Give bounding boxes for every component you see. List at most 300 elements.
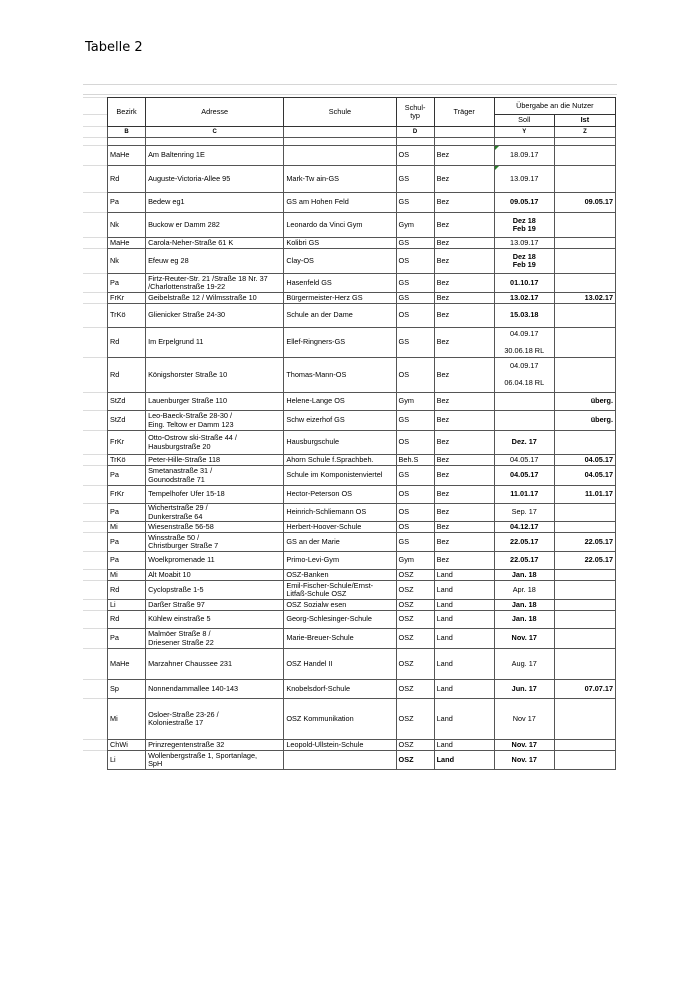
cell-traeger: Land [434, 570, 494, 581]
grid-line [83, 126, 107, 127]
cell-traeger: Bez [434, 193, 494, 213]
cell-schultyp: GS [396, 274, 434, 293]
cell-schultyp: OSZ [396, 751, 434, 770]
grid-line [83, 410, 107, 411]
cell-soll: Nov 17 [494, 699, 554, 740]
grid-line [83, 392, 107, 393]
table-row [108, 304, 616, 328]
cell-schule [284, 751, 396, 770]
cell-traeger: Bez [434, 304, 494, 328]
cell-traeger: Bez [434, 431, 494, 455]
cell-schultyp: OSZ [396, 680, 434, 699]
cell-traeger: Land [434, 649, 494, 680]
cell-schultyp: OS [396, 486, 434, 504]
cell-ist [554, 328, 615, 358]
cell-schule: Helene-Lange OS [284, 393, 396, 411]
grid-line [83, 503, 107, 504]
cell-bezirk: MaHe [108, 649, 146, 680]
cell-bezirk: Rd [108, 166, 146, 193]
cell-schultyp: OSZ [396, 740, 434, 751]
table-row [108, 533, 616, 552]
table-row [108, 293, 616, 304]
grid-line [83, 303, 107, 304]
cell-bezirk: FrKr [108, 486, 146, 504]
cell-schule: OSZ Handel II [284, 649, 396, 680]
cell-schultyp: GS [396, 533, 434, 552]
table-row [108, 552, 616, 570]
cell-adresse: Marzahner Chaussee 231 [146, 649, 284, 680]
cell-schultyp: OS [396, 304, 434, 328]
cell-soll: Nov. 17 [494, 740, 554, 751]
cell-schule: Schw eizerhof GS [284, 411, 396, 431]
grid-line [83, 94, 617, 95]
grid-line [83, 569, 107, 570]
cell-ist [554, 238, 615, 249]
cell-schultyp: OSZ [396, 629, 434, 649]
cell-soll: 15.03.18 [494, 304, 554, 328]
spacer-cell [284, 138, 396, 146]
table-row [108, 680, 616, 699]
cell-adresse: Lauenburger Straße 110 [146, 393, 284, 411]
spacer-cell [494, 138, 554, 146]
cell-schultyp: OSZ [396, 611, 434, 629]
cell-bezirk: ChWi [108, 740, 146, 751]
cell-bezirk: Rd [108, 611, 146, 629]
cell-traeger: Land [434, 680, 494, 699]
cell-adresse: Woelkpromenade 11 [146, 552, 284, 570]
cell-ist [554, 699, 615, 740]
col-letter-b: B [108, 127, 146, 138]
cell-ist: 04.05.17 [554, 466, 615, 486]
header-ist: Ist [554, 115, 615, 127]
cell-traeger: Land [434, 629, 494, 649]
header-soll: Soll [494, 115, 554, 127]
cell-soll [494, 393, 554, 411]
cell-traeger: Bez [434, 166, 494, 193]
cell-ist [554, 504, 615, 522]
cell-schultyp: GS [396, 166, 434, 193]
table-row [108, 166, 616, 193]
cell-schule: Kolibri GS [284, 238, 396, 249]
grid-line [83, 165, 107, 166]
cell-traeger: Land [434, 600, 494, 611]
table-row [108, 611, 616, 629]
cell-traeger: Land [434, 751, 494, 770]
cell-soll: Jan. 18 [494, 570, 554, 581]
cell-schultyp: OS [396, 522, 434, 533]
grid-line [83, 628, 107, 629]
cell-soll: 13.09.17 [494, 166, 554, 193]
grid-line [83, 97, 107, 98]
cell-schultyp: OSZ [396, 699, 434, 740]
cell-traeger: Bez [434, 522, 494, 533]
cell-schultyp: Gym [396, 552, 434, 570]
cell-ist [554, 213, 615, 238]
cell-bezirk: Li [108, 751, 146, 770]
grid-line [83, 248, 107, 249]
cell-bezirk: Nk [108, 249, 146, 274]
cell-traeger: Land [434, 581, 494, 600]
cell-ist: überg. [554, 411, 615, 431]
grid-line [83, 610, 107, 611]
cell-ist: 22.05.17 [554, 533, 615, 552]
cell-soll: 11.01.17 [494, 486, 554, 504]
table-row [108, 411, 616, 431]
cell-bezirk: StZd [108, 393, 146, 411]
cell-adresse: Kühlew einstraße 5 [146, 611, 284, 629]
grid-line [83, 292, 107, 293]
cell-traeger: Bez [434, 486, 494, 504]
cell-soll: Aug. 17 [494, 649, 554, 680]
spacer-cell [108, 138, 146, 146]
col-letter-c: C [146, 127, 284, 138]
cell-schultyp: GS [396, 238, 434, 249]
cell-ist [554, 358, 615, 393]
table-row [108, 249, 616, 274]
cell-traeger: Bez [434, 455, 494, 466]
cell-ist [554, 431, 615, 455]
school-handover-table [107, 97, 616, 770]
spacer-cell [146, 138, 284, 146]
cell-traeger: Bez [434, 393, 494, 411]
cell-ist [554, 522, 615, 533]
cell-bezirk: Pa [108, 533, 146, 552]
grid-line [83, 114, 107, 115]
cell-bezirk: Pa [108, 504, 146, 522]
cell-adresse: Tempelhofer Ufer 15-18 [146, 486, 284, 504]
header-adresse: Adresse [146, 98, 284, 127]
cell-bezirk: FrKr [108, 431, 146, 455]
cell-ist [554, 570, 615, 581]
cell-soll: Nov. 17 [494, 751, 554, 770]
table-row [108, 274, 616, 293]
cell-adresse: Bedew eg1 [146, 193, 284, 213]
cell-ist [554, 166, 615, 193]
grid-line [83, 679, 107, 680]
cell-adresse: Malmöer Straße 8 / Driesener Straße 22 [146, 629, 284, 649]
cell-schule: Leonardo da Vinci Gym [284, 213, 396, 238]
cell-bezirk: Pa [108, 274, 146, 293]
table-row [108, 466, 616, 486]
col-letter-empty [284, 127, 396, 138]
cell-adresse: Königshorster Straße 10 [146, 358, 284, 393]
cell-schule [284, 146, 396, 166]
grid-line [83, 485, 107, 486]
cell-adresse: Osloer-Straße 23-26 / Koloniestraße 17 [146, 699, 284, 740]
cell-schultyp: OS [396, 358, 434, 393]
table-row [108, 328, 616, 358]
cell-schule: GS am Hohen Feld [284, 193, 396, 213]
cell-adresse: Firtz-Reuter-Str. 21 /Straße 18 Nr. 37 /Charlottenstraße 19-22 [146, 274, 284, 293]
cell-schultyp: OSZ [396, 600, 434, 611]
cell-bezirk: TrKö [108, 455, 146, 466]
cell-traeger: Bez [434, 411, 494, 431]
cell-adresse: Wichertstraße 29 / Dunkerstraße 64 [146, 504, 284, 522]
cell-bezirk: Mi [108, 570, 146, 581]
cell-schule: GS an der Marie [284, 533, 396, 552]
grid-line [83, 137, 107, 138]
cell-traeger: Bez [434, 249, 494, 274]
cell-schule: Bürgermeister-Herz GS [284, 293, 396, 304]
cell-ist: 11.01.17 [554, 486, 615, 504]
cell-adresse: Peter-Hille-Straße 118 [146, 455, 284, 466]
table-row [108, 570, 616, 581]
table-row [108, 600, 616, 611]
cell-soll: 04.12.17 [494, 522, 554, 533]
grid-line [83, 739, 107, 740]
table-row [108, 213, 616, 238]
cell-schultyp: OS [396, 431, 434, 455]
cell-ist: 13.02.17 [554, 293, 615, 304]
cell-bezirk: Mi [108, 522, 146, 533]
grid-line [83, 599, 107, 600]
grid-line [83, 465, 107, 466]
cell-schule: Mark-Tw ain-GS [284, 166, 396, 193]
cell-soll [494, 411, 554, 431]
cell-ist [554, 649, 615, 680]
cell-ist: 07.07.17 [554, 680, 615, 699]
cell-adresse: Cyclopstraße 1-5 [146, 581, 284, 600]
cell-bezirk: Rd [108, 581, 146, 600]
cell-soll: 22.05.17 [494, 533, 554, 552]
table-row [108, 581, 616, 600]
table-row [108, 486, 616, 504]
grid-line [83, 648, 107, 649]
cell-bezirk: Rd [108, 328, 146, 358]
col-letter-y: Y [494, 127, 554, 138]
cell-adresse: Wollenbergstraße 1, Sportanlage, SpH [146, 751, 284, 770]
cell-traeger: Bez [434, 466, 494, 486]
spacer-cell [396, 138, 434, 146]
cell-schultyp: GS [396, 328, 434, 358]
cell-schule: Emil-Fischer-Schule/Ernst- Litfaß-Schule OSZ [284, 581, 396, 600]
cell-bezirk: Pa [108, 552, 146, 570]
spacer-cell [554, 138, 615, 146]
cell-schule: OSZ Kommunikation [284, 699, 396, 740]
cell-soll: 09.05.17 [494, 193, 554, 213]
cell-adresse: Carola-Neher-Straße 61 K [146, 238, 284, 249]
cell-ist [554, 629, 615, 649]
table-row [108, 629, 616, 649]
table-row [108, 649, 616, 680]
grid-line [83, 237, 107, 238]
cell-bezirk: MaHe [108, 146, 146, 166]
cell-soll: 04.09.17 06.04.18 RL [494, 358, 554, 393]
cell-schule: Herbert-Hoover-Schule [284, 522, 396, 533]
cell-soll: Apr. 18 [494, 581, 554, 600]
grid-line [83, 357, 107, 358]
cell-schule: Heinrich-Schliemann OS [284, 504, 396, 522]
cell-schultyp: OSZ [396, 570, 434, 581]
cell-soll: 04.05.17 [494, 466, 554, 486]
cell-schule: Ellef-Ringners-GS [284, 328, 396, 358]
cell-traeger: Bez [434, 274, 494, 293]
grid-line [83, 145, 107, 146]
cell-schule: OSZ Sozialw esen [284, 600, 396, 611]
table-row [108, 393, 616, 411]
cell-ist [554, 304, 615, 328]
cell-soll: Nov. 17 [494, 629, 554, 649]
cell-traeger: Land [434, 699, 494, 740]
cell-ist [554, 740, 615, 751]
cell-adresse: Buckow er Damm 282 [146, 213, 284, 238]
cell-schultyp: GS [396, 193, 434, 213]
cell-traeger: Land [434, 611, 494, 629]
cell-bezirk: Nk [108, 213, 146, 238]
grid-line [83, 698, 107, 699]
cell-schultyp: GS [396, 466, 434, 486]
cell-schule: Thomas-Mann-OS [284, 358, 396, 393]
cell-traeger: Land [434, 740, 494, 751]
cell-soll: Jun. 17 [494, 680, 554, 699]
cell-ist: 04.05.17 [554, 455, 615, 466]
table-row [108, 455, 616, 466]
cell-schule: Leopold-Ullstein-Schule [284, 740, 396, 751]
cell-adresse: Otto-Ostrow ski-Straße 44 / Hausburgstraße 20 [146, 431, 284, 455]
grid-line [83, 327, 107, 328]
cell-bezirk: Pa [108, 193, 146, 213]
grid-line [83, 212, 107, 213]
header-uebergabe: Übergabe an die Nutzer [494, 98, 615, 115]
cell-soll: 01.10.17 [494, 274, 554, 293]
cell-adresse: Am Baltenring 1E [146, 146, 284, 166]
table-row [108, 193, 616, 213]
cell-ist [554, 600, 615, 611]
cell-adresse: Alt Moabit 10 [146, 570, 284, 581]
cell-bezirk: StZd [108, 411, 146, 431]
cell-adresse: Wiesenstraße 56-58 [146, 522, 284, 533]
cell-schultyp: Beh.S [396, 455, 434, 466]
cell-soll: Jan. 18 [494, 611, 554, 629]
col-letter-z: Z [554, 127, 615, 138]
cell-schule: Primo-Levi-Gym [284, 552, 396, 570]
cell-bezirk: TrKö [108, 304, 146, 328]
cell-ist [554, 274, 615, 293]
cell-ist [554, 581, 615, 600]
spacer-cell [434, 138, 494, 146]
page-title: Tabelle 2 [85, 40, 143, 55]
cell-bezirk: Pa [108, 466, 146, 486]
cell-adresse: Smetanastraße 31 / Gounodstraße 71 [146, 466, 284, 486]
grid-line [83, 551, 107, 552]
table-row [108, 699, 616, 740]
cell-soll: 22.05.17 [494, 552, 554, 570]
cell-adresse: Prinzregentenstraße 32 [146, 740, 284, 751]
cell-adresse: Auguste-Victoria-Allee 95 [146, 166, 284, 193]
cell-ist [554, 611, 615, 629]
cell-adresse: Leo-Baeck-Straße 28-30 / Eing. Teltow er Damm 123 [146, 411, 284, 431]
cell-soll: 04.09.17 30.06.18 RL [494, 328, 554, 358]
table-row [108, 751, 616, 770]
cell-traeger: Bez [434, 533, 494, 552]
grid-line [83, 84, 617, 85]
grid-line [83, 430, 107, 431]
cell-schule: Clay-OS [284, 249, 396, 274]
table-row [108, 740, 616, 751]
cell-ist [554, 751, 615, 770]
cell-schultyp: OS [396, 504, 434, 522]
cell-traeger: Bez [434, 238, 494, 249]
cell-traeger: Bez [434, 293, 494, 304]
grid-line [83, 192, 107, 193]
grid-line [83, 454, 107, 455]
cell-schultyp: Gym [396, 213, 434, 238]
cell-traeger: Bez [434, 552, 494, 570]
cell-bezirk: Mi [108, 699, 146, 740]
cell-adresse: Efeuw eg 28 [146, 249, 284, 274]
cell-schultyp: OSZ [396, 581, 434, 600]
table-row [108, 522, 616, 533]
cell-traeger: Bez [434, 146, 494, 166]
table-row [108, 146, 616, 166]
header-schultyp: Schul- typ [396, 98, 434, 127]
cell-bezirk: Rd [108, 358, 146, 393]
cell-soll: 13.02.17 [494, 293, 554, 304]
header-traeger: Träger [434, 98, 494, 127]
cell-soll: 04.05.17 [494, 455, 554, 466]
cell-schule: Schule im Komponistenviertel [284, 466, 396, 486]
cell-traeger: Bez [434, 504, 494, 522]
cell-schultyp: OS [396, 249, 434, 274]
cell-ist: 22.05.17 [554, 552, 615, 570]
cell-adresse: Winsstraße 50 / Christburger Straße 7 [146, 533, 284, 552]
cell-soll: 13.09.17 [494, 238, 554, 249]
cell-adresse: Nonnendammallee 140-143 [146, 680, 284, 699]
cell-traeger: Bez [434, 328, 494, 358]
cell-schultyp: OSZ [396, 649, 434, 680]
cell-schultyp: Gym [396, 393, 434, 411]
cell-bezirk: Pa [108, 629, 146, 649]
cell-bezirk: Li [108, 600, 146, 611]
cell-soll: Dez 18 Feb 19 [494, 249, 554, 274]
cell-soll: Jan. 18 [494, 600, 554, 611]
col-letter-d: D [396, 127, 434, 138]
header-schule: Schule [284, 98, 396, 127]
cell-bezirk: FrKr [108, 293, 146, 304]
cell-ist: 09.05.17 [554, 193, 615, 213]
grid-line [83, 750, 107, 751]
cell-schule: Marie-Breuer-Schule [284, 629, 396, 649]
cell-soll: Sep. 17 [494, 504, 554, 522]
grid-line [83, 521, 107, 522]
cell-soll: Dez 18 Feb 19 [494, 213, 554, 238]
cell-schule: Hasenfeld GS [284, 274, 396, 293]
cell-schule: Schule an der Dame [284, 304, 396, 328]
cell-schule: Ahorn Schule f.Sprachbeh. [284, 455, 396, 466]
cell-soll: Dez. 17 [494, 431, 554, 455]
cell-traeger: Bez [434, 358, 494, 393]
cell-schule: Georg-Schlesinger-Schule [284, 611, 396, 629]
cell-adresse: Geibelstraße 12 / Wilmsstraße 10 [146, 293, 284, 304]
table-row [108, 431, 616, 455]
cell-schule: OSZ-Banken [284, 570, 396, 581]
cell-schule: Hausburgschule [284, 431, 396, 455]
table-row [108, 504, 616, 522]
table-row [108, 358, 616, 393]
cell-adresse: Im Erpelgrund 11 [146, 328, 284, 358]
grid-line [83, 273, 107, 274]
col-letter-empty [434, 127, 494, 138]
cell-bezirk: MaHe [108, 238, 146, 249]
cell-soll: 18.09.17 [494, 146, 554, 166]
cell-ist: überg. [554, 393, 615, 411]
table-row [108, 238, 616, 249]
header-bezirk: Bezirk [108, 98, 146, 127]
cell-schultyp: GS [396, 293, 434, 304]
cell-ist [554, 146, 615, 166]
cell-traeger: Bez [434, 213, 494, 238]
cell-bezirk: Sp [108, 680, 146, 699]
